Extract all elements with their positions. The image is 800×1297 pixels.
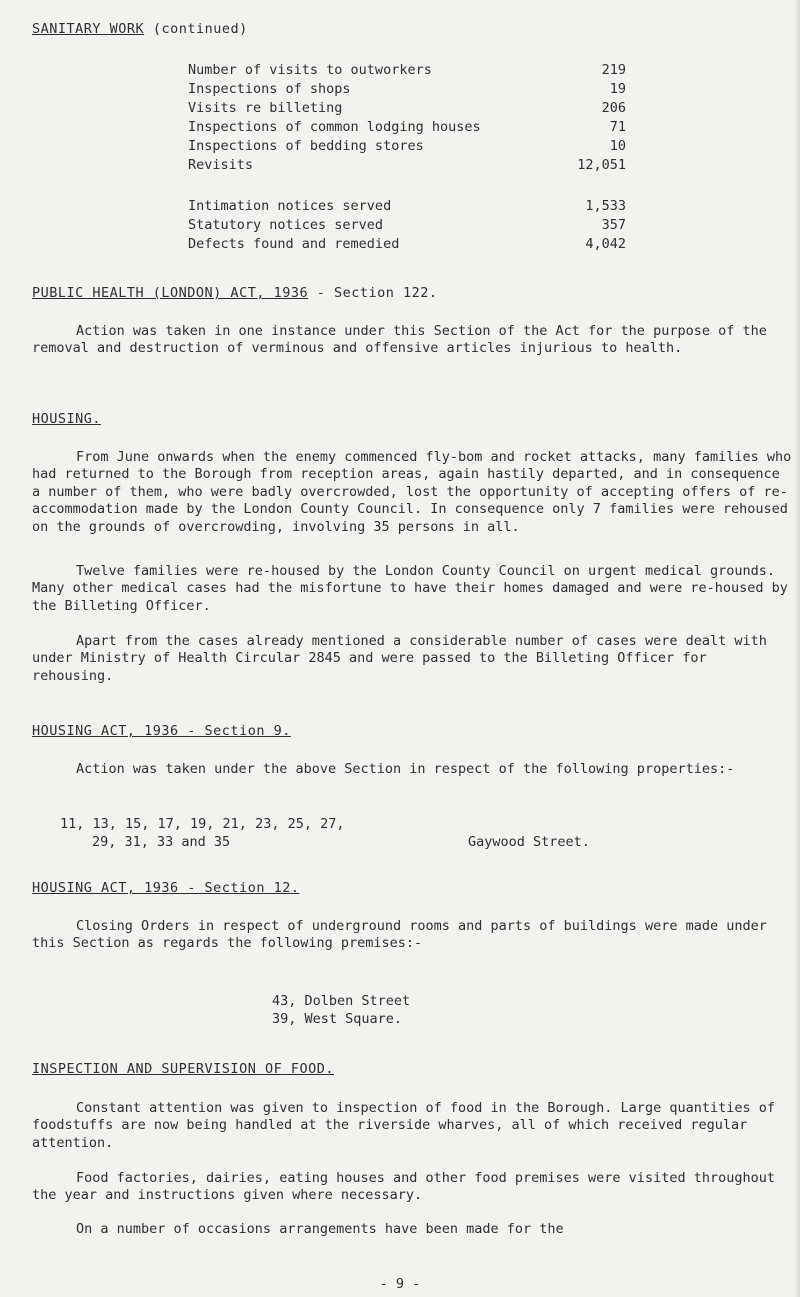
housing-paragraph-3: Apart from the cases already mentioned a considerable number of cases were dealt with under Ministry of Health Circular 2845 and were passed to the Billeting Officer for rehousing. xyxy=(32,633,767,684)
stat-value: 19 xyxy=(609,81,626,97)
premise-1: 43, Dolben Street xyxy=(272,993,411,1009)
stat-row xyxy=(188,157,626,175)
food-paragraph-1: Constant attention was given to inspection of food in the Borough. Large quantities of foodstuffs are now being handled at the riverside wharves, all of which received regular attention. xyxy=(32,1100,775,1151)
stat-value: 357 xyxy=(601,217,626,233)
stat-value: 10 xyxy=(609,138,626,154)
food-paragraph-2: Food factories, dairies, eating houses and other food premises were visited throughout the year and instructions given where necessary. xyxy=(32,1170,775,1204)
stat-label: Intimation notices served xyxy=(188,198,392,214)
header-title: SANITARY WORK xyxy=(32,21,145,37)
housing-paragraph-2: Twelve families were re-housed by the London County Council on urgent medical grounds. Many other medical cases had the misfortune to have their homes damaged and were re-housed by the Billeting Officer. xyxy=(32,563,788,614)
stat-label: Statutory notices served xyxy=(188,217,384,233)
stat-row xyxy=(188,119,626,137)
stat-row xyxy=(188,138,626,156)
section-heading-public-health: PUBLIC HEALTH (LONDON) ACT, 1936 - Section 122. xyxy=(32,285,438,301)
stat-row xyxy=(188,81,626,99)
housing-s9-paragraph: Action was taken under the above Section in respect of the following properties:- xyxy=(76,761,735,777)
housing-paragraph-1: From June onwards when the enemy commenced fly-bom and rocket attacks, many families who had returned to the Borough from reception areas, again hastily departed, and in consequence a number of them, who were badly overcrowded, lost the opportunity of accepting offers of re-accommodation made by the London County Council. In consequence only 7 families were rehoused on the grounds of overcrowding, involving 35 persons in all. xyxy=(32,449,792,535)
stat-label: Inspections of shops xyxy=(188,81,351,97)
stat-label: Defects found and remedied xyxy=(188,236,400,252)
stat-row xyxy=(188,100,626,118)
page-header xyxy=(32,21,248,37)
stat-value: 4,042 xyxy=(585,236,626,252)
stat-row xyxy=(188,236,626,254)
stat-value: 219 xyxy=(601,62,626,78)
stat-label: Inspections of bedding stores xyxy=(188,138,424,154)
section-heading-housing-s9: HOUSING ACT, 1936 - Section 9. xyxy=(32,723,291,739)
property-numbers-line-2: 29, 31, 33 and 35 xyxy=(92,834,231,850)
stat-label: Inspections of common lodging houses xyxy=(188,119,481,135)
housing-s12-paragraph: Closing Orders in respect of underground rooms and parts of buildings were made under this Section as regards the following premises:- xyxy=(32,918,767,952)
stat-value: 206 xyxy=(601,100,626,116)
page-edge-shadow xyxy=(794,0,800,1297)
header-continued: (continued) xyxy=(152,21,248,37)
stat-row xyxy=(188,198,626,216)
stat-label: Revisits xyxy=(188,157,254,173)
stat-value: 1,533 xyxy=(585,198,626,214)
section-heading-housing-s12: HOUSING ACT, 1936 - Section 12. xyxy=(32,880,300,896)
section-heading-food: INSPECTION AND SUPERVISION OF FOOD. xyxy=(32,1061,334,1077)
stat-value: 71 xyxy=(609,119,626,135)
stat-row xyxy=(188,62,626,80)
public-health-paragraph: Action was taken in one instance under this Section of the Act for the purpose of the removal and destruction of verminous and offensive articles injurious to health. xyxy=(32,323,767,357)
stat-label: Number of visits to outworkers xyxy=(188,62,432,78)
stat-row xyxy=(188,217,626,235)
property-numbers-line-1: 11, 13, 15, 17, 19, 21, 23, 25, 27, xyxy=(60,816,345,832)
page-number: - 9 - xyxy=(379,1276,421,1292)
stat-label: Visits re billeting xyxy=(188,100,343,116)
section-heading-housing: HOUSING. xyxy=(32,411,102,427)
stat-value: 12,051 xyxy=(577,157,626,173)
food-paragraph-3: On a number of occasions arrangements have been made for the xyxy=(76,1221,564,1237)
premise-2: 39, West Square. xyxy=(272,1011,403,1027)
street-name: Gaywood Street. xyxy=(468,834,590,850)
